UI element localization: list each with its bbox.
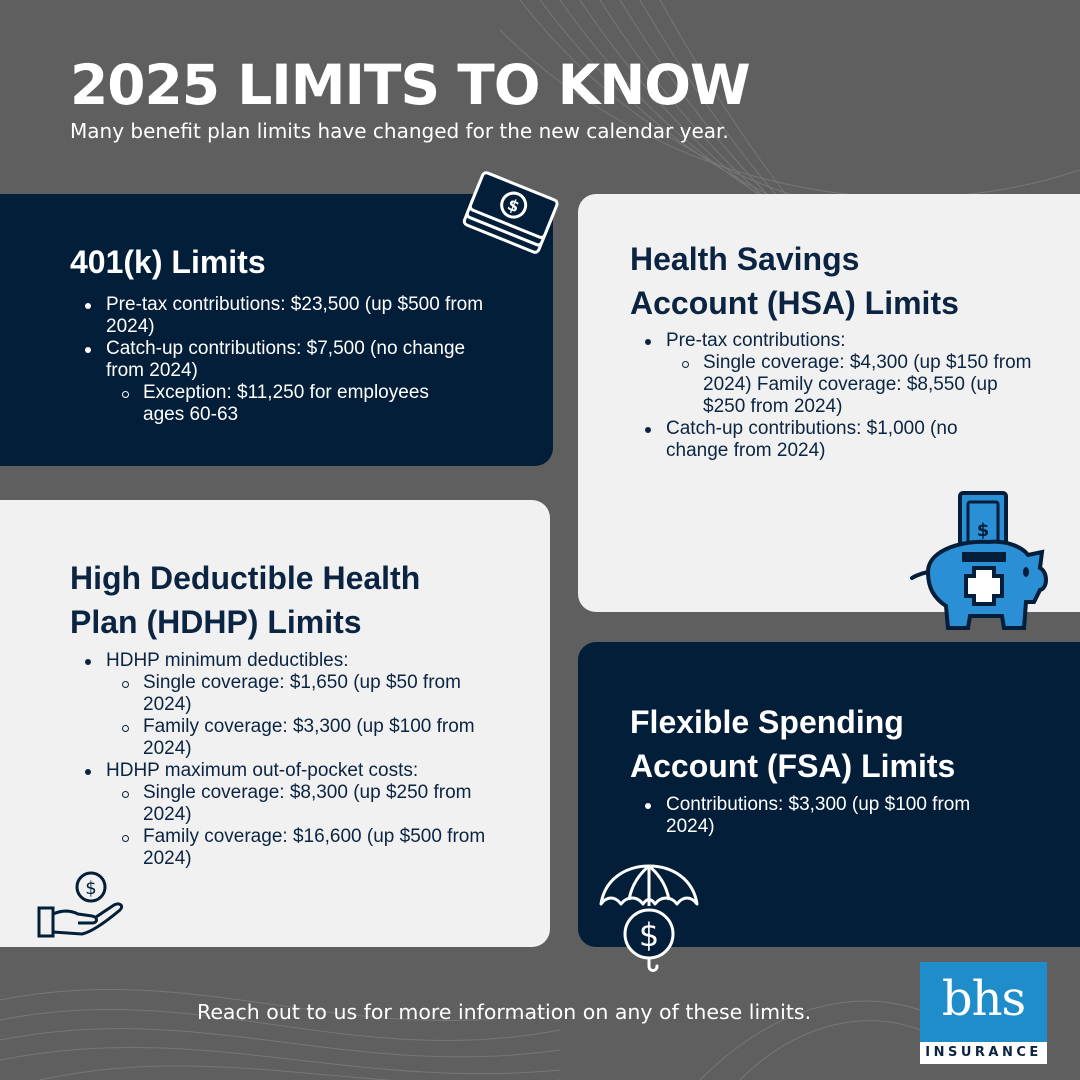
list-subitem: Exception: $11,250 for employees ages 60-63 (106, 382, 443, 426)
list-item: HDHP minimum deductibles: Single coverage: $1,650 (up $50 from 2024) Family coverage: $3,300 (up $100 from 2024) (70, 650, 490, 760)
svg-text:$: $ (638, 916, 660, 954)
list-subitem: Single coverage: $1,650 (up $50 from 2024) (106, 672, 473, 716)
svg-text:$: $ (504, 194, 523, 217)
umbrella-dollar-icon (597, 862, 701, 976)
piggy-bank-medical-icon (908, 490, 1060, 635)
page-subtitle: Many benefit plan limits have changed for the new calendar year. (70, 119, 729, 143)
footer-text: Reach out to us for more information on any of these limits. (197, 1000, 812, 1024)
card-hdhp-list (70, 650, 490, 870)
bhs-logo (920, 962, 1047, 1064)
list-subitem: Family coverage: $16,600 (up $500 from 2024) (106, 826, 493, 870)
list-item: Catch-up contributions: $7,500 (no change from 2024) Exception: $11,250 for employees ages 60-63 (70, 338, 500, 426)
money-bills-icon (456, 170, 562, 258)
svg-text:$: $ (976, 520, 990, 541)
logo-subtitle: INSURANCE (920, 1042, 1047, 1064)
list-item: Contributions: $3,300 (up $100 from 2024) (630, 794, 1010, 838)
list-subitem: Single coverage: $8,300 (up $250 from 2024) (106, 782, 483, 826)
card-401k-title: 401(k) Limits (70, 244, 266, 280)
card-fsa-list (630, 794, 1010, 838)
hand-coin-icon (36, 870, 128, 940)
card-fsa-title: Flexible Spending Account (FSA) Limits (630, 704, 956, 784)
card-hsa-list (630, 330, 1030, 462)
card-401k-list (70, 294, 500, 426)
list-subitem: Single coverage: $4,300 (up $150 from 2024) Family coverage: $8,550 (up $250 from 2024) (666, 352, 1043, 418)
page-title: 2025 LIMITS TO KNOW (70, 53, 750, 117)
list-item: Catch-up contributions: $1,000 (no change from 2024) (630, 418, 1016, 462)
list-subitem: Family coverage: $3,300 (up $100 from 2024) (106, 716, 483, 760)
logo-name: bhs (941, 971, 1026, 1027)
list-item: HDHP maximum out-of-pocket costs: Single coverage: $8,300 (up $250 from 2024) Family coverage: $16,600 (up $500 from 2024) (70, 760, 490, 870)
list-item: Pre-tax contributions: Single coverage: $4,300 (up $150 from 2024) Family coverage: $8,550 (up $250 from 2024) (630, 330, 1030, 418)
list-item: Pre-tax contributions: $23,500 (up $500 from 2024) (70, 294, 500, 338)
card-hdhp-title: High Deductible Health Plan (HDHP) Limits (70, 560, 421, 640)
svg-text:$: $ (85, 878, 97, 899)
card-hsa-title: Health Savings Account (HSA) Limits (630, 241, 959, 321)
